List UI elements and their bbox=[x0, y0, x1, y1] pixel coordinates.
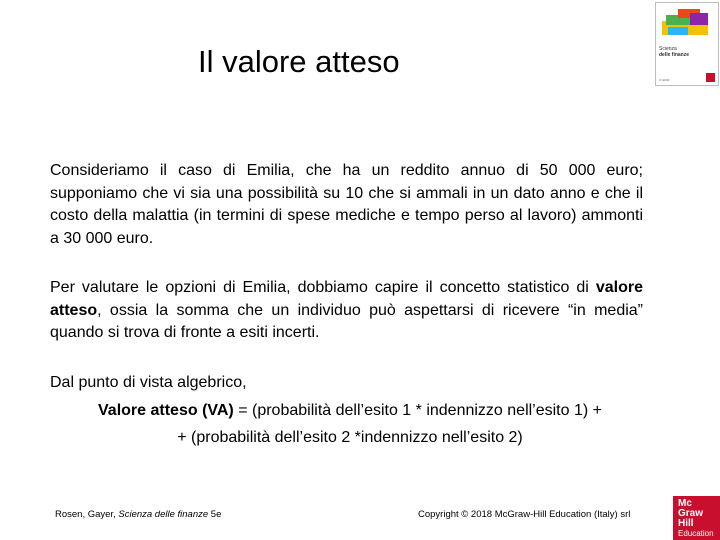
cover-art-graphic bbox=[656, 3, 718, 43]
paragraph-emilia-case: Consideriamo il caso di Emilia, che ha un reddito annuo di 50 000 euro; supponiamo che vi sia una possibilità su 10 che si ammali in un dato anno e che il costo della malattia (in termini di spese mediche e tempo perso al lavoro) ammonti a 30 000 euro. bbox=[50, 162, 643, 247]
formula-line-1 bbox=[52, 397, 648, 424]
slide-title: Il valore atteso bbox=[198, 44, 400, 79]
formula-label: Valore atteso (VA) bbox=[98, 402, 234, 419]
footer-copyright: Copyright © 2018 McGraw-Hill Education (Italy) srl bbox=[418, 509, 631, 520]
cover-edition: IV EDIZ bbox=[659, 78, 670, 82]
cover-title bbox=[659, 46, 689, 58]
para2-before: Per valutare le opzioni di Emilia, dobbiamo capire il concetto statistico di bbox=[50, 279, 596, 296]
para2-after: , ossia la somma che un individuo può aspettarsi di ricevere “in media” quando si trova di fronte a esiti incerti. bbox=[50, 301, 643, 341]
footer-edition: 5e bbox=[208, 509, 222, 520]
logo-line3: Hill bbox=[678, 518, 694, 529]
expected-value-formula bbox=[52, 397, 648, 451]
term-valore-atteso: valore atteso bbox=[50, 279, 643, 319]
logo-line4: Education bbox=[678, 529, 714, 538]
logo-line1: Mc bbox=[678, 498, 692, 509]
logo-line2: Graw bbox=[678, 508, 704, 519]
formula-line1-rest: = (probabilità dell’esito 1 * indennizzo nell’esito 1) + bbox=[233, 402, 602, 419]
cover-title-line1: Scienza bbox=[659, 46, 677, 52]
cover-publisher-logo bbox=[706, 73, 715, 82]
footer-book-title: Scienza delle finanze bbox=[118, 509, 209, 520]
footer-authors: Rosen, Gayer, bbox=[55, 509, 119, 520]
book-cover-image bbox=[655, 2, 719, 86]
paragraph-algebraic-intro: Dal punto di vista algebrico, bbox=[50, 374, 247, 391]
cover-title-line2: delle finanze bbox=[659, 52, 690, 58]
paragraph-expected-value-definition bbox=[50, 277, 643, 345]
mcgraw-hill-logo bbox=[673, 496, 720, 540]
footer-citation bbox=[55, 509, 221, 521]
formula-line-2: + (probabilità dell’esito 2 *indennizzo nell’esito 2) bbox=[177, 429, 523, 446]
